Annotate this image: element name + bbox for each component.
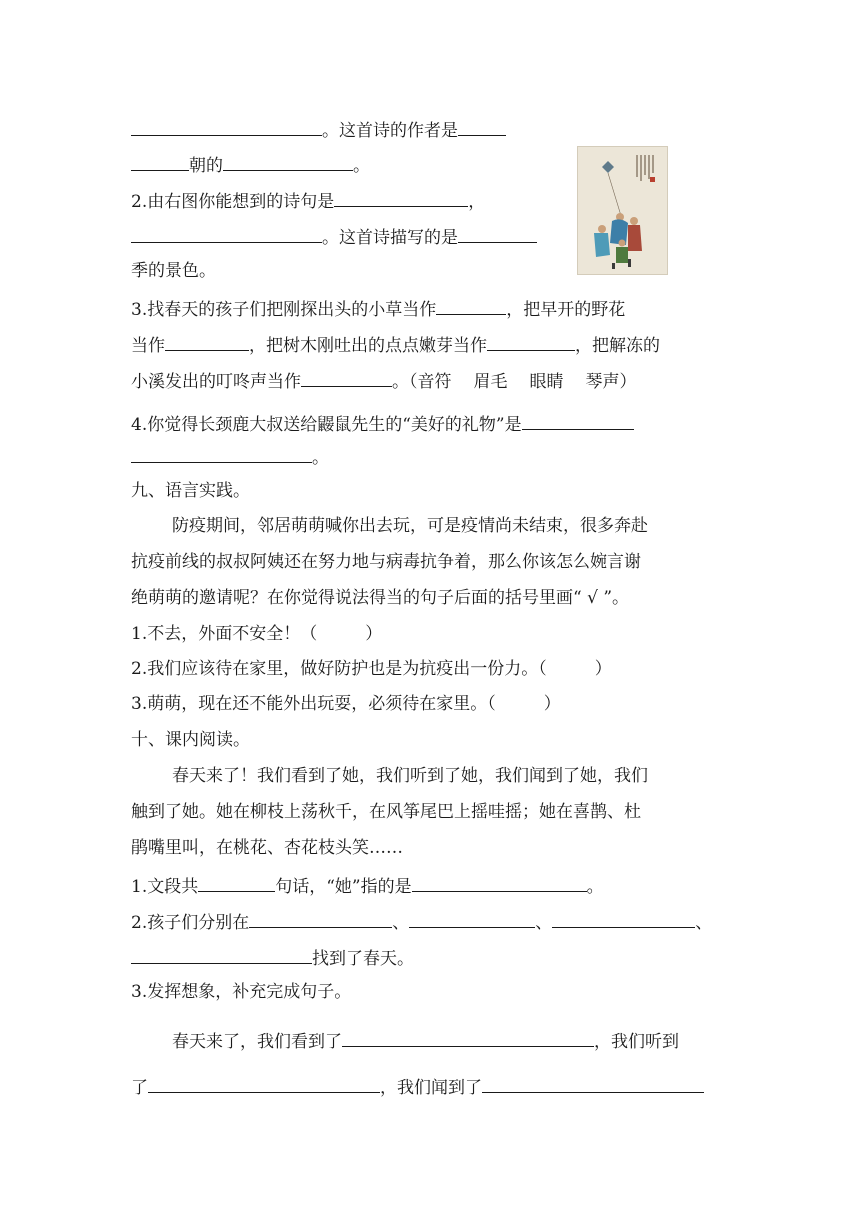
answer-blank[interactable]: [249, 908, 392, 928]
option-word: 眼睛: [529, 372, 564, 392]
answer-blank[interactable]: [436, 295, 506, 315]
answer-blank[interactable]: [301, 367, 392, 387]
s10-paragraph-line: 触到了她。她在柳枝上荡秋千，在风筝尾巴上摇哇摇；她在喜鹊、杜: [131, 802, 641, 822]
section-10-title: 十、课内阅读。: [131, 730, 250, 750]
s8-question-3: 3.找春天的孩子们把刚探出头的小草当作 ，把早开的野花: [131, 295, 625, 322]
answer-blank[interactable]: [458, 116, 506, 136]
answer-blank[interactable]: [198, 872, 275, 892]
s8-question-3-line-2: 当作 ，把树木刚吐出的点点嫩芽当作 ，把解冻的: [131, 331, 660, 358]
s10-paragraph-line: 鹃嘴里叫，在桃花、杏花枝头笑……: [131, 838, 403, 858]
s10-question-1: 1.文段共 句话，“她”指的是 。: [131, 872, 604, 899]
option-word: 眉毛: [473, 372, 508, 392]
answer-blank[interactable]: [552, 908, 695, 928]
answer-blank[interactable]: [334, 187, 468, 207]
answer-blank[interactable]: [131, 443, 312, 463]
s8-question-3-line-3: 小溪发出的叮咚声当作 。（音符 眉毛 眼睛 琴声）: [131, 367, 637, 394]
s10-fill-sentence: 春天来了，我们看到了 ，我们听到: [172, 1027, 679, 1054]
answer-blank[interactable]: [412, 872, 587, 892]
s8-question-2-line-2: 。这首诗描写的是: [131, 223, 537, 250]
s10-question-2: 2.孩子们分别在 、 、 、: [131, 908, 712, 935]
answer-blank[interactable]: [458, 223, 537, 243]
s10-fill-sentence-line-2: 了 ，我们闻到了: [131, 1073, 704, 1100]
s10-question-3: 3.发挥想象，补充完成句子。: [131, 982, 352, 1002]
s8-question-4-line-2: 。: [131, 443, 329, 470]
s8-line-2: 朝的 。: [131, 151, 370, 178]
s9-option-2: 2.我们应该待在家里，做好防护也是为抗疫出一份力。（ ）: [131, 659, 612, 679]
kite-children-illustration: [578, 147, 668, 275]
option-word: 琴声）: [585, 372, 637, 392]
answer-blank[interactable]: [148, 1073, 380, 1093]
s9-option-3: 3.萌萌，现在还不能外出玩耍，必须待在家里。（ ）: [131, 694, 561, 714]
s8-question-4: 4.你觉得长颈鹿大叔送给鼹鼠先生的“美好的礼物”是: [131, 410, 634, 437]
s9-paragraph-line: 防疫期间，邻居萌萌喊你出去玩，可是疫情尚未结束，很多奔赴: [172, 516, 648, 536]
answer-blank[interactable]: [131, 223, 322, 243]
answer-blank[interactable]: [131, 151, 189, 171]
answer-blank[interactable]: [522, 410, 634, 430]
answer-blank[interactable]: [165, 331, 249, 351]
answer-blank[interactable]: [487, 331, 575, 351]
s10-paragraph-line: 春天来了！我们看到了她，我们听到了她，我们闻到了她，我们: [172, 766, 648, 786]
answer-blank[interactable]: [409, 908, 535, 928]
s8-line-1: 。这首诗的作者是: [131, 116, 506, 143]
s9-paragraph-line: 抗疫前线的叔叔阿姨还在努力地与病毒抗争着，那么你该怎么婉言谢: [131, 552, 641, 572]
s8-question-2-line-3: 季的景色。: [131, 261, 216, 281]
s10-question-2-line-2: 找到了春天。: [131, 944, 414, 971]
s8-question-2: 2.由右图你能想到的诗句是 ，: [131, 187, 485, 214]
answer-blank[interactable]: [131, 116, 322, 136]
section-9-title: 九、语言实践。: [131, 481, 250, 501]
answer-blank[interactable]: [482, 1073, 704, 1093]
answer-blank[interactable]: [342, 1027, 594, 1047]
s9-option-1: 1.不去，外面不安全！（ ）: [131, 624, 383, 644]
s9-paragraph-line: 绝萌萌的邀请呢？在你觉得说法得当的句子后面的括号里画“ √ ”。: [131, 588, 630, 608]
kite-painting-image: [577, 146, 668, 275]
answer-blank[interactable]: [131, 944, 312, 964]
answer-blank[interactable]: [223, 151, 353, 171]
